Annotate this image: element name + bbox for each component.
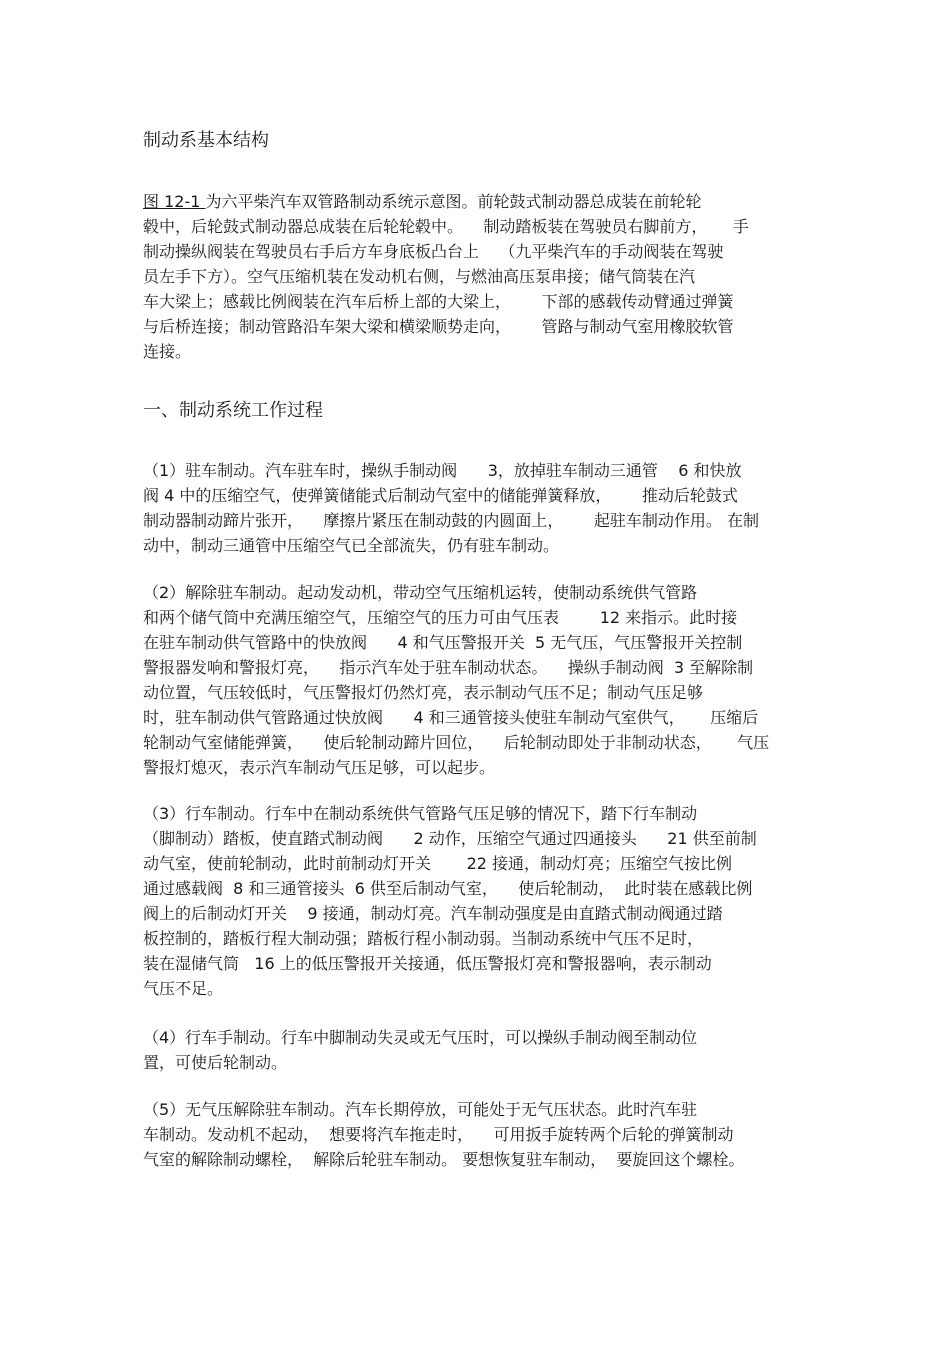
text-line: 动气室，使前轮制动，此时前制动灯开关 22 接通，制动灯亮；压缩空气按比例 [143,854,733,873]
text-line: 警报灯熄灭，表示汽车制动气压足够，可以起步。 [143,758,496,777]
text-line: 制动器制动蹄片张开， 摩擦片紧压在制动鼓的内圆面上， 起驻车制动作用。 在制 [143,511,759,530]
section-heading: 一、制动系统工作过程 [143,400,323,421]
text-line: 时，驻车制动供气管路通过快放阀 4 和三通管接头使驻车制动气室供气， 压缩后 [143,708,759,727]
text-line: 阀上的后制动灯开关 9 接通，制动灯亮。汽车制动强度是由直踏式制动阀通过踏 [143,904,723,923]
text-line: 员左手下方）。空气压缩机装在发动机右侧，与燃油高压泵串接；储气筒装在汽 [143,267,696,286]
text-line: 气压不足。 [143,979,224,998]
text-line: 轮制动气室储能弹簧， 使后轮制动蹄片回位， 后轮制动即处于非制动状态， 气压 [143,733,770,752]
text-line: 阀 4 中的压缩空气，使弹簧储能式后制动气室中的储能弹簧释放， 推动后轮鼓式 [143,486,738,505]
text-line: 气室的解除制动螺栓， 解除后轮驻车制动。 要想恢复驻车制动， 要旋回这个螺栓。 [143,1150,745,1169]
text-line: 毂中，后轮鼓式制动器总成装在后轮轮毂中。 制动踏板装在驾驶员右脚前方， 手 [143,217,749,236]
paragraph-release-parking-brake [143,580,823,780]
text-line: （2）解除驻车制动。起动发动机，带动空气压缩机运转，使制动系统供气管路 [143,583,698,602]
text-line: 动位置，气压较低时，气压警报灯仍然灯亮，表示制动气压不足；制动气压足够 [143,683,704,702]
text-line: 动中，制动三通管中压缩空气已全部流失，仍有驻车制动。 [143,536,560,555]
paragraph-hand-brake [143,1025,823,1075]
text-line: （1）驻车制动。汽车驻车时，操纵手制动阀 3，放掉驻车制动三通管 6 和快放 [143,461,742,480]
text-line: 与后桥连接；制动管路沿车架大梁和横梁顺势走向， 管路与制动气室用橡胶软管 [143,317,734,336]
paragraph-parking-brake [143,458,823,558]
text-line: （5）无气压解除驻车制动。汽车长期停放，可能处于无气压状态。此时汽车驻 [143,1100,698,1119]
text-line: 在驻车制动供气管路中的快放阀 4 和气压警报开关 5 无气压，气压警报开关控制 [143,633,743,652]
text-line: 装在湿储气筒 16 上的低压警报开关接通，低压警报灯亮和警报器响，表示制动 [143,954,712,973]
text-line: 置，可使后轮制动。 [143,1053,288,1072]
text-line: （脚制动）踏板，使直踏式制动阀 2 动作，压缩空气通过四通接头 21 供至前制 [143,829,757,848]
text-line: 警报器发响和警报灯亮， 指示汽车处于驻车制动状态。 操纵手制动阀 3 至解除制 [143,658,754,677]
text-line: 板控制的，踏板行程大制动强；踏板行程小制动弱。当制动系统中气压不足时， [143,929,704,948]
text-line: 制动操纵阀装在驾驶员右手后方车身底板凸台上 （九平柴汽车的手动阀装在驾驶 [143,242,724,261]
text-line: 车制动。发动机不起动， 想要将汽车拖走时， 可用扳手旋转两个后轮的弹簧制动 [143,1125,734,1144]
text-line: （3）行车制动。行车中在制动系统供气管路气压足够的情况下，踏下行车制动 [143,804,698,823]
intro-paragraph [143,189,823,364]
text-line: （4）行车手制动。行车中脚制动失灵或无气压时，可以操纵手制动阀至制动位 [143,1028,698,1047]
figure-reference: 图 12-1 [143,192,206,211]
text-line: 连接。 [143,342,192,361]
paragraph-service-brake [143,801,823,1001]
text-line: 车大梁上；感载比例阀装在汽车后桥上部的大梁上， 下部的感载传动臂通过弹簧 [143,292,734,311]
document-title: 制动系基本结构 [143,130,269,151]
paragraph-no-pressure-release [143,1097,823,1172]
text-line: 和两个储气筒中充满压缩空气，压缩空气的压力可由气压表 12 来指示。此时接 [143,608,738,627]
text-line: 为六平柴汽车双管路制动系统示意图。前轮鼓式制动器总成装在前轮轮 [205,192,702,211]
text-line: 通过感载阀 8 和三通管接头 6 供至后制动气室， 使后轮制动， 此时装在感载比例 [143,879,753,898]
